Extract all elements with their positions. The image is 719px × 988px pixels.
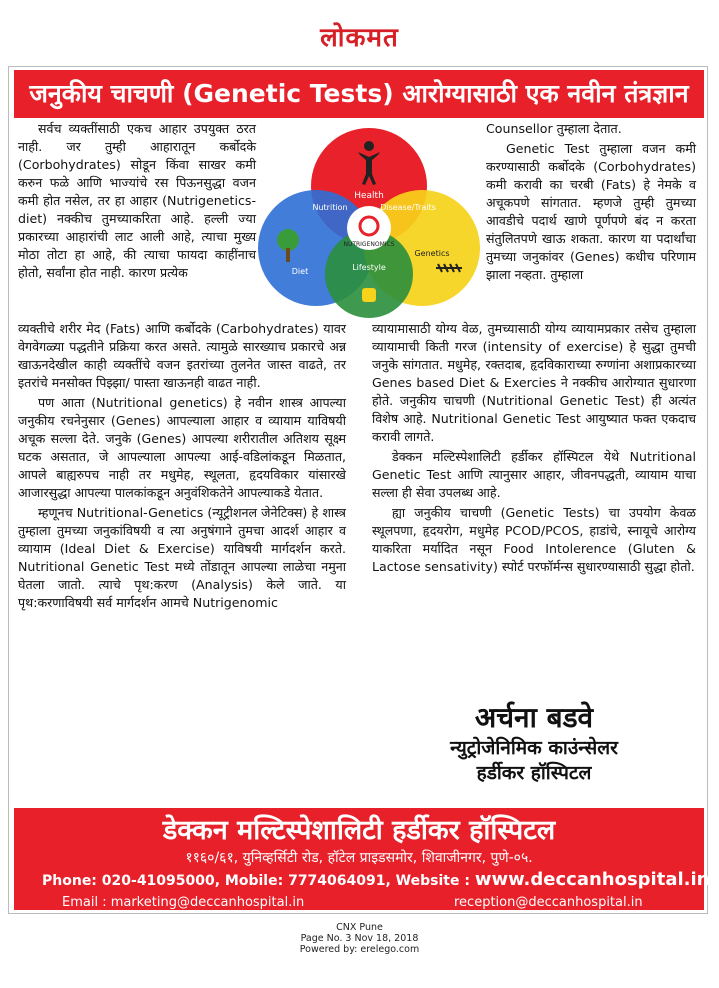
article-headline: जनुकीय चाचणी (Genetic Tests) आरोग्यासाठी एक नवीन तंत्रज्ञान — [14, 70, 704, 118]
paragraph: व्यायामासाठी योग्य वेळ, तुमच्यासाठी योग्य व्यायामप्रकार तसेच तुम्हाला व्यायामाची किती गरज (intensity of exercise) हे सुद्धा तुमची जनुके सांगतात. मधुमेह, रक्तदाब, हृदविकाराच्या रुग्णांना अशाप्रकारच्या Genes based Diet & Exercies ने नक्कीच आरोग्यात सुधारणा होते. जनुकीय चाचणी (Nutritional Genetic Test) ही अत्यंत विशेष आहे. Nutritional Genetic Test आयुष्यात फक्त एकदाच करावी लागते. — [372, 321, 696, 444]
diagram-label: NUTRIGENOMICS — [343, 241, 395, 248]
hospital-address: ११६०/६१, युनिव्हर्सिटी रोड, हॉटेल प्राइडसमोर, शिवाजीनगर, पुणे-०५. — [185, 850, 533, 866]
author-name: अर्चना बडवे — [474, 701, 594, 734]
paragraph: पण आता (Nutritional genetics) हे नवीन शास्त्र आपल्या जनुकीय रचनेनुसार (Genes) आपल्याला आहार व व्यायाम याविषयी अचूक सल्ला देते. जनुके (Genes) आपल्या शरीरातील अतिशय सूक्ष्म घटक असतात, जे आपल्याला आपल्या आई-वडिलांकडून मिळतात, आपले बाह्यरुपच नाही तर मधुमेह, स्थूलता, हृदयविकार यांसारखे आजारसुद्धा आपल्या पालकांकडून अनुवंशिकतेने आपल्याकडे येतात. — [18, 395, 346, 500]
diagram-label: Health — [354, 191, 384, 201]
page-date-text: Page No. 3 Nov 18, 2018 — [300, 933, 419, 944]
diagram-label: Genetics — [414, 249, 450, 258]
right-bottom-column — [372, 320, 696, 578]
paragraph: Genetic Test तुम्हाला वजन कमी करण्यासाठी कर्बोदके (Corbohydrates) कमी करावी का चरबी (Fats) हे नेमके व अचूकपणे सांगतात. म्हणजे तुम्ही तुमच्या आवडीचे पदार्थ खाणे पूर्णपणे बंद न करता संतुलितपणे खाऊ शकता. कारण या पदार्थांचा तुमच्या जनुकांवर (Genes) कधीच परिणाम झाला नव्हता. तुम्हाला — [486, 141, 696, 282]
hospital-name: डेक्कन मल्टिस्पेशालिटी हर्डीकर हॉस्पिटल — [162, 815, 556, 846]
lifestyle-icon — [362, 288, 376, 302]
right-top-column — [486, 120, 696, 286]
paragraph: Counsellor तुम्हाला देतात. — [486, 121, 622, 136]
diagram-label: Diet — [291, 267, 309, 276]
contact-line — [14, 868, 710, 893]
left-bottom-column — [18, 320, 346, 614]
email-line — [14, 893, 704, 913]
website-link[interactable]: www.deccanhospital.in — [474, 869, 710, 890]
paragraph: डेक्कन मल्टिस्पेशालिटी हर्डीकर हॉस्पिटल येथे Nutritional Genetic Test आणि त्यानुसार आहार, जीवनपद्धती, व्यायाम याचा सल्ला ही सेवा उपलब्ध आहे. — [372, 449, 696, 500]
edition-text: CNX Pune — [336, 922, 383, 933]
paragraph: व्यक्तीचे शरीर मेद (Fats) आणि कर्बोदके (Carbohydrates) यावर वेगवेगळ्या पद्धतीने प्रक्रिया करत असते. त्यामुळे सारख्याच प्रकारचे अन्न खाऊनदेखील काही व्यक्तींचे वजन इतरांच्या तुलनेत जास्त वाढते, तर इतरांचे मनसोक्त पिझ्झा/ पास्ता खाऊनही वाढत नाही. — [18, 321, 346, 390]
author-hospital: हर्डीकर हॉस्पिटल — [476, 762, 592, 784]
paragraph: सर्वच व्यक्तींसाठी एकच आहार उपयुक्त ठरत नाही. जर तुम्ही आहारातून कर्बोदके (Corbohydrates) सोडून किंवा साखर कमी करुन फळे आणि भाज्यांचे रस पिऊनसुद्धा वजन कमी होत नसेल, तर हा आहार (Nutrigenetics-diet) नक्कीच तुमच्याकरिता आहे. हल्ली ज्या प्रकारच्या आहारांची लाट आली आहे, त्याचा मुख्य मोठा तोटा हा आहे, की त्याचा फायदा काहींनाच होतो, सर्वांना होत नाही. कारण प्रत्येक — [18, 121, 256, 280]
author-role: न्युट्रोजेनिमिक काउंन्सेलर — [450, 737, 618, 759]
diagram-label: Lifestyle — [352, 263, 386, 272]
genetics-venn-diagram — [258, 124, 480, 320]
left-column — [18, 120, 256, 284]
diagram-label: Disease/Traits — [380, 203, 436, 212]
paragraph: ह्या जनुकीय चाचणी (Genetic Tests) चा उपयोग केवळ स्थूलपणा, हृदयरोग, मधुमेह PCOD/PCOS, हाडांचे, स्नायूचे आरोग्य याकरिता मर्यादित नसून Food Intolerence (Gluten & Lactose sensativity) स्पोर्ट परफॉर्मन्स सुधारण्यासाठी सुद्धा होतो. — [372, 505, 696, 574]
email-link[interactable]: Email : marketing@deccanhospital.in — [62, 895, 305, 910]
paragraph: म्हणूनच Nutritional-Genetics (न्यूट्रीशनल जेनेटिक्स) हे शास्त्र तुम्हाला तुमच्या जनुकांविषयी व त्या अनुषंगाने तुमचा आदर्श आहार व व्यायाम (Ideal Diet & Exercise) याविषयी मार्गदर्शन करते. Nutritional Genetic Test मध्ये तोंडातून आपल्या लाळेचा नमुना घेतला जातो. त्याचे पृथ:करण (Analysis) केले जाते. या पृथ:करणाविषयी सर्व मार्गदर्शन आमचे Nutrigenomic — [18, 505, 346, 610]
reception-email-link[interactable]: reception@deccanhospital.in — [454, 895, 643, 910]
newspaper-masthead: लोकमत — [320, 23, 399, 53]
page-meta — [0, 922, 719, 955]
powered-by-text: Powered by: erelego.com — [299, 944, 420, 955]
phone-text: Phone: 020-41095000, Mobile: 7774064091, Website : — [42, 873, 475, 889]
hospital-footer-banner — [14, 808, 710, 910]
diagram-label: Nutrition — [312, 203, 348, 212]
author-block — [372, 700, 696, 786]
